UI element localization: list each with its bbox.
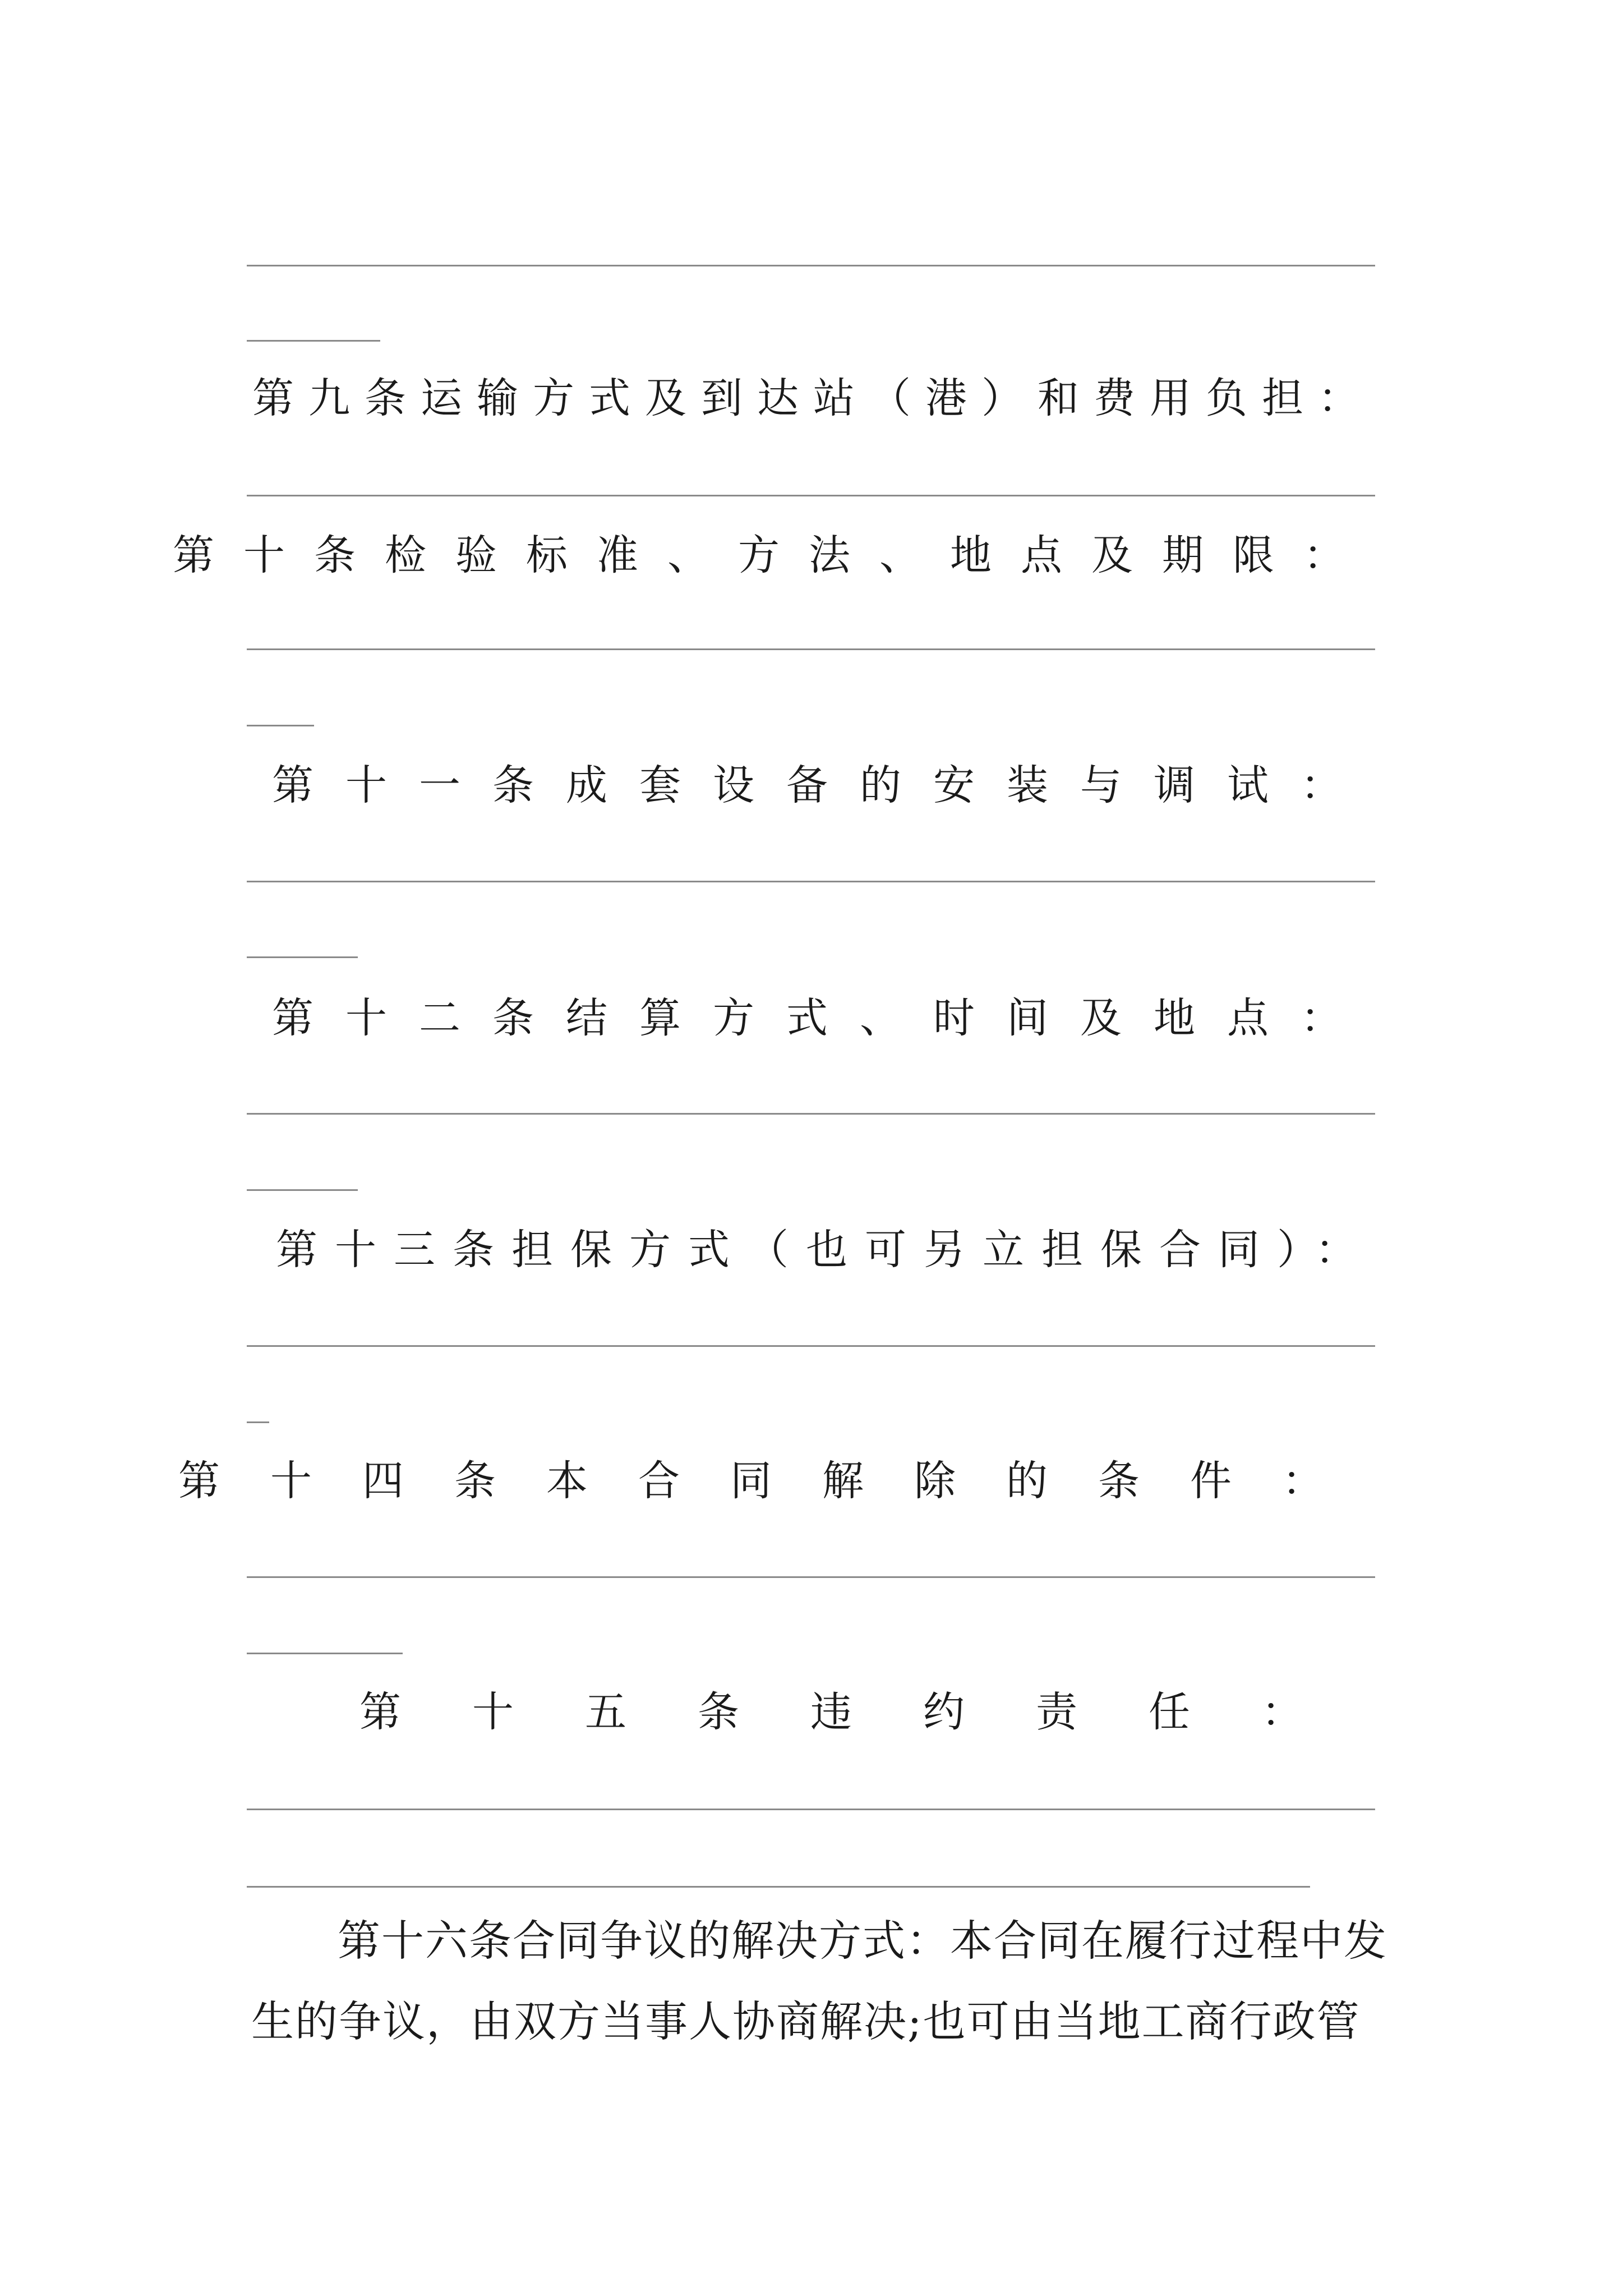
article-13-heading: 第十三条担保方式（也可另立担保合同）： [276, 1226, 1374, 1274]
blank-line [247, 495, 1375, 496]
article-14-heading: 第十四条本合同解除的条件： [178, 1457, 1374, 1505]
blank-line [247, 648, 1375, 650]
article-12-heading: 第十二条结算方式、时间及地点： [272, 994, 1374, 1042]
blank-line [247, 1653, 403, 1654]
blank-line [247, 1421, 269, 1423]
article-9-heading: 第九条运输方式及到达站（港）和费用负担： [252, 374, 1374, 422]
blank-line [247, 1576, 1375, 1578]
blank-line [247, 881, 1375, 882]
blank-line [247, 1189, 358, 1191]
blank-line [247, 1113, 1375, 1115]
article-16-line-1: 第十六条合同争议的解决方式：本合同在履行过程中发 [338, 1916, 1387, 1966]
blank-line [247, 1345, 1375, 1347]
blank-line [247, 956, 358, 958]
blank-line [247, 1809, 1375, 1810]
blank-line [247, 725, 314, 726]
article-11-heading: 第十一条成套设备的安装与调试： [272, 761, 1374, 809]
article-10-heading: 第十条检验标准、方法、地点及期限： [173, 531, 1374, 579]
blank-line [247, 340, 380, 342]
article-15-heading: 第十五条违约责任： [359, 1688, 1374, 1736]
blank-line [247, 265, 1375, 266]
article-16-line-2: 生的争议，由双方当事人协商解决;也可由当地工商行政管 [251, 1996, 1361, 2046]
blank-line [247, 1886, 1310, 1888]
